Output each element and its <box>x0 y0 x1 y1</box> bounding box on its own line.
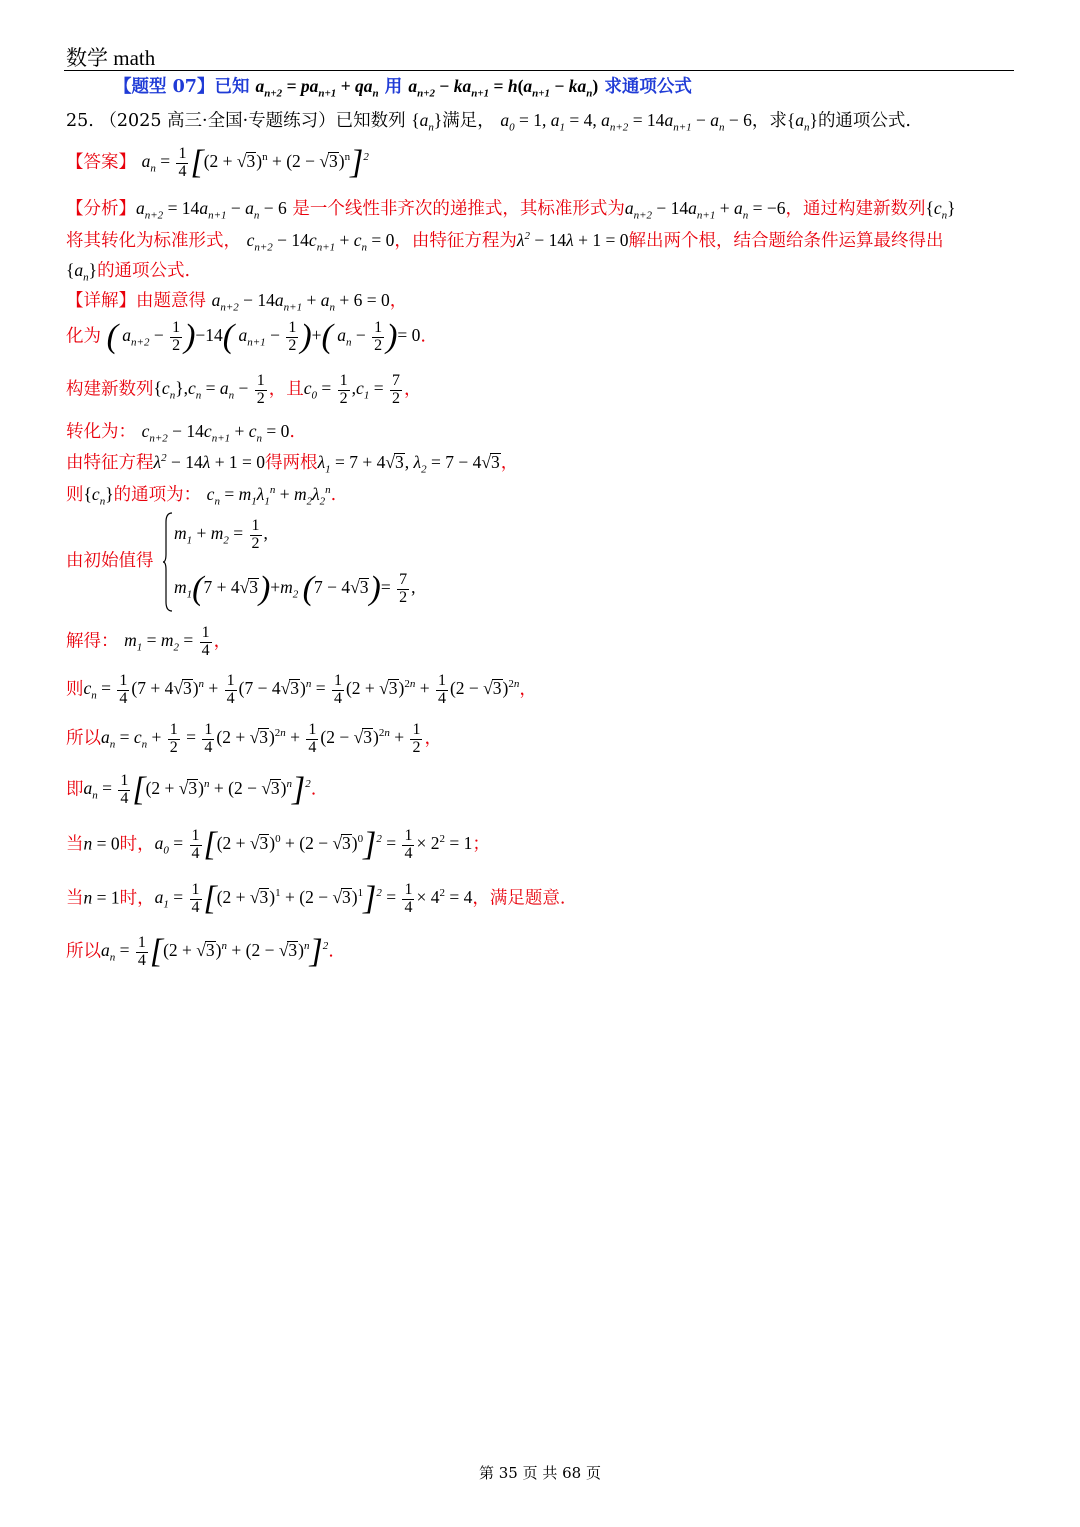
detail-s6b: 的通项为： <box>113 484 202 505</box>
analysis-line-3 <box>66 262 190 284</box>
analysis-label: 【分析】 <box>66 199 136 219</box>
problem-ask1: ，求 <box>751 111 787 131</box>
detail-line-13 <box>66 882 565 917</box>
analysis-c-recurrence: $c_{n+2} - 14c_{n+1} + c_n = 0$ <box>246 229 395 254</box>
detail-s13: 当 <box>66 888 84 909</box>
detail-line-14: 所以$a_n$ = $\frac{1}{4}$ $[(2 + √3)^n + (2 - √3)^n]^2$. <box>66 933 334 971</box>
sequence-symbol-2: $\{a_n\}$ <box>786 110 818 134</box>
initial-conditions: $a_0 = 1$, $a_1 = 4$, $a_{n+2} = 14a_{n+1} - a_n - 6$ <box>500 110 752 134</box>
detail-c-def: $\{c_n\},c_n = a_n$ − $\frac{1}{2}$ <box>153 372 265 407</box>
detail-c-init: $c_0$ = $\frac{1}{2}$ $,c_1$ = $\frac{7}{2}$ <box>303 372 400 407</box>
detail-s8: 解得： <box>66 631 119 652</box>
detail-s2: 化为 <box>66 326 101 347</box>
detail-s3: 构建新数列 <box>66 379 154 400</box>
detail-s10: 所以 <box>66 728 101 749</box>
section-tail: 求通项公式 <box>604 77 692 97</box>
detail-s5: 由特征方程 <box>66 453 154 473</box>
detail-s4: 转化为： <box>66 422 136 442</box>
analysis-char-eq: $\lambda^2 - 14\lambda + 1 = 0$ <box>516 229 629 250</box>
section-title <box>114 78 692 100</box>
analysis-line-2 <box>66 231 943 253</box>
detail-conclusion: $a_n$ = $\frac{1}{4}$ $[(2 + √3)^n + (2 - √3)^n]^2$ <box>101 933 329 971</box>
formula-general-recurrence: $a_{n+2} = pa_{n+1} + qa_n$ <box>255 76 379 100</box>
n-equals-0: n = 0 <box>83 833 120 854</box>
answer-formula: $a_n$ = $\frac{1}{4}$ $[(2 + √3)^n + (2 - √3)^n]^2$ <box>141 144 369 182</box>
analysis-t5: 解出两个根，结合题给条件运算最终得出 <box>628 230 944 251</box>
problem-source: （2025 高三·全国·专题练习）已知数列 <box>99 111 406 131</box>
analysis-t3: 将其转化为标准形式， <box>66 230 241 251</box>
sequence-c: $\{c_n\}$ <box>925 198 956 222</box>
detail-label: 【详解】 <box>66 291 136 311</box>
system-brace <box>163 512 173 612</box>
sequence-symbol: $\{a_n\}$ <box>411 110 443 134</box>
detail-s13b: 时， <box>119 888 155 909</box>
detail-s7: 由初始值得 <box>66 551 154 571</box>
system-eq-1: $m_1 + m_2$ = $\frac{1}{2}$ , <box>174 517 268 552</box>
detail-check-a0: $a_0$ = $\frac{1}{4}$ $[(2 + √3)^0 + (2 - √3)^0]^2$ = $\frac{1}{4}$ × $2^2 = 1$ <box>154 826 473 864</box>
detail-s12: 当 <box>66 834 84 855</box>
analysis-standard-form: $a_{n+2} - 14a_{n+1} + a_n = -6$ <box>624 198 786 222</box>
analysis-t2: ，通过构建新数列 <box>785 199 926 219</box>
detail-m-solution: $m_1 = m_2$ = $\frac{1}{4}$ <box>124 624 210 659</box>
detail-s6: 则 <box>66 484 84 505</box>
detail-c-recurrence: $c_{n+2} - 14c_{n+1} + c_n = 0$ <box>141 421 290 445</box>
detail-line-2: 化为 ( $a_{n+2}$ − $\frac{1}{2}$ )−14( $a_{n+1}$ − $\frac{1}{2}$ )+( $a_n$ − $\frac{1}{2}$ )= 0. <box>66 318 426 356</box>
detail-s14: 所以 <box>66 941 101 962</box>
detail-line-4: 转化为： $c_{n+2} - 14c_{n+1} + c_n = 0$. <box>66 421 295 445</box>
analysis-line-1 <box>66 200 956 222</box>
problem-cond: 满足， <box>442 111 495 131</box>
analysis-t4: ，由特征方程为 <box>394 230 517 251</box>
detail-char-eq: $\lambda^2 - 14\lambda + 1 = 0$ <box>153 452 266 472</box>
problem-number: 25. <box>66 111 94 131</box>
detail-line-8: 解得： $m_1 = m_2$ = $\frac{1}{4}$ ， <box>66 624 232 659</box>
detail-line-7 <box>66 553 154 571</box>
detail-s5b: 得两根 <box>265 453 318 473</box>
detail-general-term: $c_n = m_1\lambda_1^n + m_2\lambda_2^n$ <box>206 483 331 508</box>
detail-s12b: 时， <box>119 834 155 855</box>
detail-line-12: 当n = 0时，$a_0$ = $\frac{1}{4}$ $[(2 + √3)^0 + (2 - √3)^0]^2$ = $\frac{1}{4}$ × $2^2 = 1$； <box>66 826 490 864</box>
detail-line-10: 所以$a_n = c_n$ + $\frac{1}{2}$ = $\frac{1}{4}$ $(2 + √3)^{2n}$ + $\frac{1}{4}$ $(2 - √3)^{2n}$ + $\frac{1}{2}$ ， <box>66 721 442 756</box>
detail-s13c: ，满足题意. <box>472 888 566 909</box>
detail-line-5: 由特征方程$\lambda^2 - 14\lambda + 1 = 0$得两根$\lambda_1 = 7 + 4√3$, $\lambda_2 = 7 - 4√3$， <box>66 452 519 476</box>
detail-check-a1: $a_1$ = $\frac{1}{4}$ $[(2 + √3)^1 + (2 - √3)^1]^2$ = $\frac{1}{4}$ × $4^2 = 4$ <box>154 880 473 918</box>
detail-s9: 则 <box>66 679 84 700</box>
answer-line <box>66 146 369 181</box>
formula-transform: $a_{n+2} - ka_{n+1} = h(a_{n+1} - ka_n)$ <box>408 76 599 100</box>
page-footer: 第 35 页 共 68 页 <box>478 1464 601 1482</box>
problem-statement <box>66 112 911 134</box>
problem-ask2: 的通项公式. <box>817 111 911 131</box>
detail-eq-1: $a_{n+2} - 14a_{n+1} + a_n + 6 = 0$ <box>211 290 390 314</box>
detail-an-final: $a_n$ = $\frac{1}{4}$ $[(2 + √3)^n + (2 - √3)^n]^2$ <box>83 771 311 809</box>
page-header: 数学 math <box>66 46 156 70</box>
sequence-a: $\{a_n\}$ <box>66 260 98 284</box>
n-equals-1: n = 1 <box>83 887 120 908</box>
detail-line-1: 【详解】由题意得 $a_{n+2} - 14a_{n+1} + a_n + 6 = 0$， <box>66 290 408 314</box>
detail-an-expanded: $a_n = c_n$ + $\frac{1}{2}$ = $\frac{1}{4}$ $(2 + √3)^{2n}$ + $\frac{1}{4}$ $(2 - √3)^{2n}$ + $\frac{1}{2}$ <box>101 721 421 756</box>
detail-cn-expanded: $c_n$ = $\frac{1}{4}$ $(7 + 4√3)^n$ + $\frac{1}{4}$ $(7 - 4√3)^n$ = $\frac{1}{4}$ $(2 + √3)^{2n}$ + $\frac{1}{4}$ $(2 - √3)^{2n}$ <box>83 672 520 707</box>
detail-eq-2: ( $a_{n+2}$ − $\frac{1}{2}$ )−14( $a_{n+1}$ − $\frac{1}{2}$ )+( $a_n$ − $\frac{1}{2}$ )= 0 <box>106 318 421 356</box>
analysis-recurrence: $a_{n+2} = 14a_{n+1} - a_n - 6$ <box>136 198 287 222</box>
section-label: 【题型 07】已知 <box>114 77 250 97</box>
detail-line-9: 则$c_n$ = $\frac{1}{4}$ $(7 + 4√3)^n$ + $\frac{1}{4}$ $(7 - 4√3)^n$ = $\frac{1}{4}$ $(2 + √3)^{2n}$ + $\frac{1}{4}$ $(2 - √3)^{2n}$， <box>66 672 537 707</box>
detail-s3b: ，且 <box>268 379 304 400</box>
system-eq-2: $m_1(7 + 4√3)+m_2$ (7 − 4√3)= $\frac{7}{2}$ , <box>174 570 416 608</box>
detail-roots: $\lambda_1 = 7 + 4√3$, $\lambda_2 = 7 - 4√3$ <box>317 452 500 476</box>
section-mid: 用 <box>384 77 403 97</box>
analysis-t1: 是一个线性非齐次的递推式，其标准形式为 <box>292 199 625 219</box>
detail-line-3: 构建新数列$\{c_n\},c_n = a_n$ − $\frac{1}{2}$ ，且$c_0$ = $\frac{1}{2}$ $,c_1$ = $\frac{7}{2}$ ， <box>66 372 422 407</box>
detail-s1: 由题意得 <box>136 291 206 311</box>
detail-s11: 即 <box>66 779 84 800</box>
detail-line-11: 即$a_n$ = $\frac{1}{4}$ $[(2 + √3)^n + (2 - √3)^n]^2$. <box>66 771 317 809</box>
answer-label: 【答案】 <box>66 152 136 173</box>
header-rule <box>64 70 1014 71</box>
detail-c-symbol: $\{c_n\}$ <box>83 483 114 508</box>
detail-line-6: 则$\{c_n\}$的通项为： $c_n = m_1\lambda_1^n + m_2\lambda_2^n$. <box>66 483 337 508</box>
analysis-t6: 的通项公式. <box>97 261 191 281</box>
